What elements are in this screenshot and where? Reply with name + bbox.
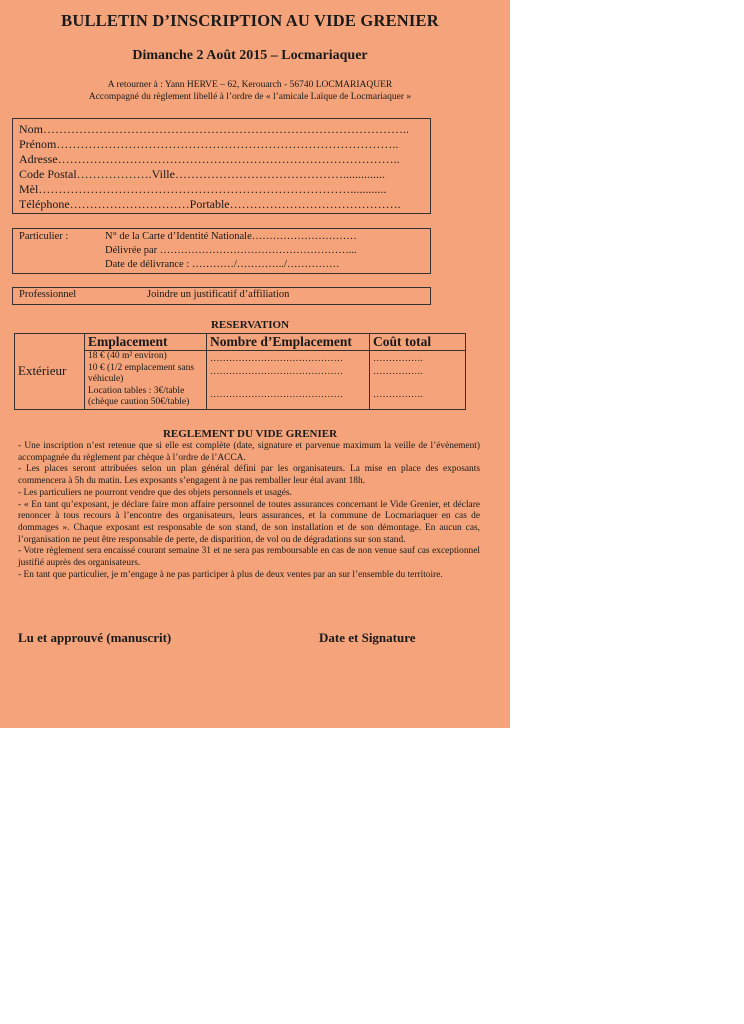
return-address: A retourner à : Yann HERVE – 62, Kerouarch - 56740 LOCMARIAQUER bbox=[107, 80, 393, 90]
rules-text bbox=[18, 441, 480, 581]
issued-by-field[interactable]: Délivrée par ………………………………………………... bbox=[105, 245, 357, 256]
rule-item: - Votre règlement sera encaissé courant semaine 31 et ne sera pas remboursable en cas de non venue sauf cas exceptionnel justifié auprès des organisateurs. bbox=[18, 546, 480, 569]
form-title: BULLETIN D’INSCRIPTION AU VIDE GRENIER bbox=[61, 11, 439, 30]
option-half-spot: 10 € (1/2 emplacement sans véhicule) bbox=[88, 362, 195, 384]
professionnel-label: Professionnel bbox=[19, 289, 77, 300]
rule-item: - Une inscription n’est retenue que si elle est complète (date, signature et parvenue maximum la veille de l’évènement) accompagnée du règlement par chèque à l’ordre de l’ACCA. bbox=[18, 441, 480, 463]
id-card-number-field[interactable]: N° de la Carte d’Identité Nationale………………………… bbox=[105, 231, 357, 242]
emplacement-options bbox=[85, 351, 207, 410]
nombre-field-1[interactable]: …………………………………… bbox=[210, 354, 343, 364]
rule-item: - En tant que particulier, je m’engage à ne pas participer à plus de deux ventes par an sur l’ensemble du territoire. bbox=[18, 569, 443, 580]
nombre-field-3[interactable]: …………………………………… bbox=[210, 390, 343, 400]
reservation-title: RESERVATION bbox=[210, 319, 290, 331]
nombre-cells bbox=[207, 351, 370, 410]
col-nombre: Nombre d’Emplacement bbox=[207, 334, 370, 351]
col-cout: Coût total bbox=[370, 334, 466, 351]
option-table-rental: Location tables : 3€/table (chèque caution 50€/table) bbox=[88, 385, 190, 407]
payment-instruction: Accompagné du règlement libellé à l’ordre de « l’amicale Laïque de Locmariaquer » bbox=[88, 92, 412, 102]
mel-field[interactable]: Mèl……………………………………………………………………............ bbox=[19, 182, 387, 196]
nombre-field-2[interactable]: …………………………………… bbox=[210, 367, 343, 377]
rules-title: REGLEMENT DU VIDE GRENIER bbox=[162, 428, 338, 440]
event-date-subtitle: Dimanche 2 Août 2015 – Locmariaquer bbox=[132, 48, 368, 63]
code-postal-ville-field[interactable]: Code Postal……………….Ville…………………………………….............. bbox=[19, 167, 385, 181]
date-signature-label: Date et Signature bbox=[319, 630, 416, 645]
cout-field-1[interactable]: ……………. bbox=[373, 354, 423, 364]
prenom-field[interactable]: Prénom………………………………………………………………………….. bbox=[19, 137, 399, 151]
cout-field-2[interactable]: ……………. bbox=[373, 367, 423, 377]
cout-field-3[interactable]: ……………. bbox=[373, 390, 423, 400]
rule-item: - Les places seront attribuées selon un plan général défini par les organisateurs. La mise en place des exposants commencera à 5h du matin. Les exposants s’engagent à ne pas remballer leur étal avant 18h. bbox=[18, 464, 480, 487]
registration-form-sheet bbox=[0, 0, 510, 728]
cout-cells bbox=[370, 351, 466, 410]
rule-item: - Les particuliers ne pourront vendre que des objets personnels et usagés. bbox=[18, 487, 292, 498]
telephone-field[interactable]: Téléphone…………………………Portable……………………………………. bbox=[19, 197, 401, 211]
rule-item: - « En tant qu’exposant, je déclare faire mon affaire personnel de toutes assurances concernant le Vide Grenier, et déclare renoncer à tous recours à l’encontre des organisateurs, leurs assurances, et la commune de Locmariaquer en cas de dommages ». Chaque exposant est responsable de son stand, de son installation et de son démontage. En aucun cas, l’organisation ne peut être responsable de perte, de disparition, de vol ou de dégradations sur son stand. bbox=[18, 499, 480, 545]
option-full-spot: 18 € (40 m² environ) bbox=[88, 351, 167, 361]
particulier-label: Particulier : bbox=[19, 231, 69, 242]
nom-field[interactable]: Nom……………………………………………………………………………….. bbox=[19, 122, 409, 136]
exterieur-label: Extérieur bbox=[15, 334, 85, 410]
col-emplacement: Emplacement bbox=[85, 334, 207, 351]
affiliation-note: Joindre un justificatif d’affiliation bbox=[147, 289, 290, 300]
adresse-field[interactable]: Adresse………………………………………………………………………….. bbox=[19, 152, 400, 166]
reservation-table bbox=[14, 333, 466, 410]
issue-date-field[interactable]: Date de délivrance : …………/…………../…………… bbox=[105, 259, 340, 270]
approval-label: Lu et approuvé (manuscrit) bbox=[18, 630, 172, 645]
